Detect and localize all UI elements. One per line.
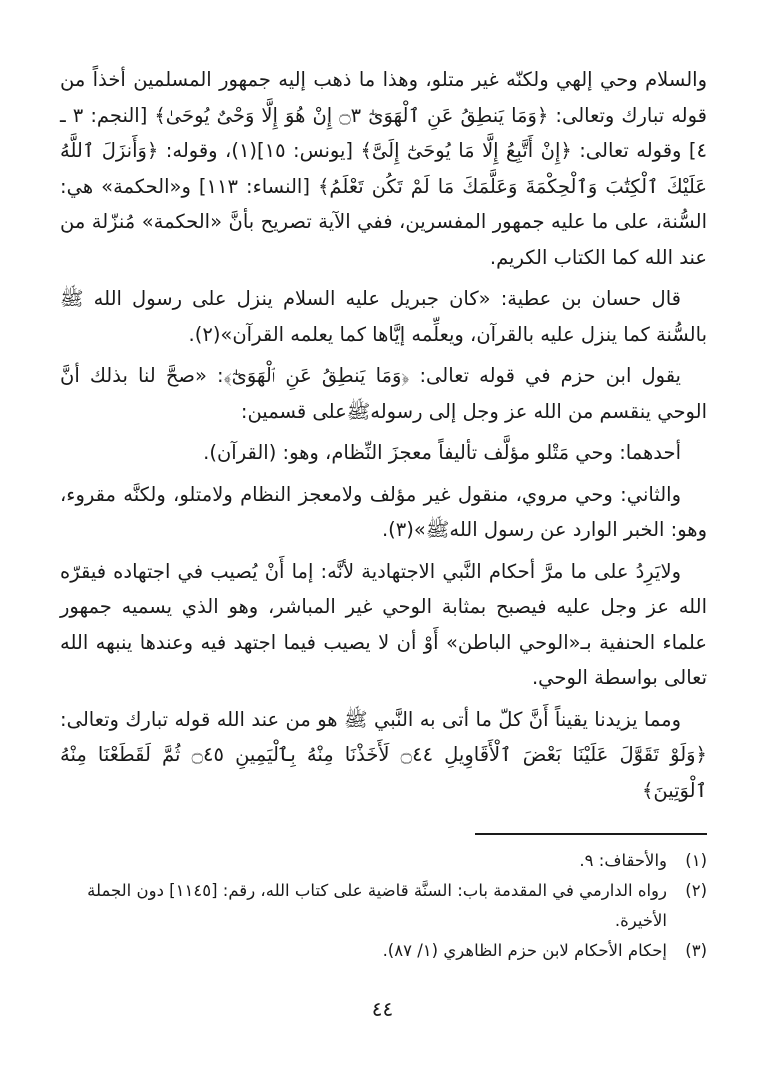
footnote-number: (٢)	[685, 881, 707, 900]
paragraph: ولايَرِدُ على ما مرَّ أحكام النَّبي الاجتهادية لأنَّه: إما أَنْ يُصيب في اجتهاده فيقرّه الله عز وجل عليه فيصبح بمثابة الوحي غير المباشر، وهو الذي يسميه جمهور علماء الحنفية بـ«الوحي الباطن» أَوْ أن لا يصيب فيما اجتهد فيه وعندها ينبهه الله تعالى بواسطة الوحي.	[60, 559, 707, 689]
paragraph: والثاني: وحي مروي، منقول غير مؤلف ولامعجز النظام ولامتلو، ولكنَّه مقروء، وهو: الخبر الوارد عن رسول اللهﷺ»(٣).	[60, 482, 707, 541]
footnote-divider	[475, 833, 707, 835]
footnote	[60, 846, 707, 876]
paragraph: والسلام وحي إلهي ولكنّه غير متلو، وهذا ما ذهب إليه جمهور المسلمين أخذاً من قوله تبارك وتعالى: ﴿وَمَا يَنطِقُ عَنِ ٱلْهَوَىٰٓ ۝٣ إِنْ هُوَ إِلَّا وَحْىٌ يُوحَىٰ﴾ [النجم: ٣ ـ ٤] وقوله تعالى: ﴿إِنْ أَتَّبِعُ إِلَّا مَا يُوحَىٰٓ إِلَىَّ﴾ [يونس: ١٥](١)، وقوله: ﴿وَأَنزَلَ ٱللَّهُ عَلَيْكَ ٱلْكِتَٰبَ وَٱلْحِكْمَةَ وَعَلَّمَكَ مَا لَمْ تَكُن تَعْلَمُ﴾ [النساء: ١١٣] و«الحكمة» هي: السُّنة، على ما عليه جمهور المفسرين، ففي الآية تصريح بأنَّ «الحكمة» مُنزّلة من عند الله كما الكتاب الكريم.	[60, 68, 707, 269]
footnotes	[60, 846, 707, 966]
footnote-number: (١)	[685, 851, 707, 870]
paragraph: ومما يزيدنا يقيناً أَنَّ كلّ ما أتى به النَّبي ﷺ هو من عند الله قوله تبارك وتعالى: ﴿وَلَوْ تَقَوَّلَ عَلَيْنَا بَعْضَ ٱلْأَقَاوِيلِ ۝٤٤ لَأَخَذْنَا مِنْهُ بِٱلْيَمِينِ ۝٤٥ ثُمَّ لَقَطَعْنَا مِنْهُ ٱلْوَتِينَ﴾	[60, 707, 707, 802]
paragraph: أحدهما: وحي مَتْلو مؤلَّف تأليفاً معجزَ النِّظام، وهو: (القرآن).	[203, 441, 681, 464]
footnote-text: إحكام الأحكام لابن حزم الظاهري (١/ ٨٧).	[382, 941, 667, 960]
main-text	[60, 62, 707, 808]
footnote-text: والأحقاف: ٩.	[579, 851, 667, 870]
footnote	[60, 876, 707, 936]
footnote-text: رواه الدارمي في المقدمة باب: السنَّة قاضية على كتاب الله، رقم: [١١٤٥] دون الجملة الأخيرة.	[87, 881, 667, 930]
page-number: ٤٤	[371, 997, 394, 1021]
footnote	[60, 936, 707, 966]
paragraph: قال حسان بن عطية: «كان جبريل عليه السلام ينزل على رسول الله ﷺ بالسُّنة كما ينزل عليه بالقرآن، ويعلِّمه إيَّاها كما يعلمه القرآن»(٢).	[60, 287, 707, 346]
paragraph: يقول ابن حزم في قوله تعالى: ﴿وَمَا يَنطِقُ عَنِ ٱلْهَوَىٰٓ﴾: «صحَّ لنا بذلك أنَّ الوحي ينقسم من الله عز وجل إلى رسولهﷺعلى قسمين:	[60, 364, 707, 423]
footnote-number: (٣)	[685, 941, 707, 960]
